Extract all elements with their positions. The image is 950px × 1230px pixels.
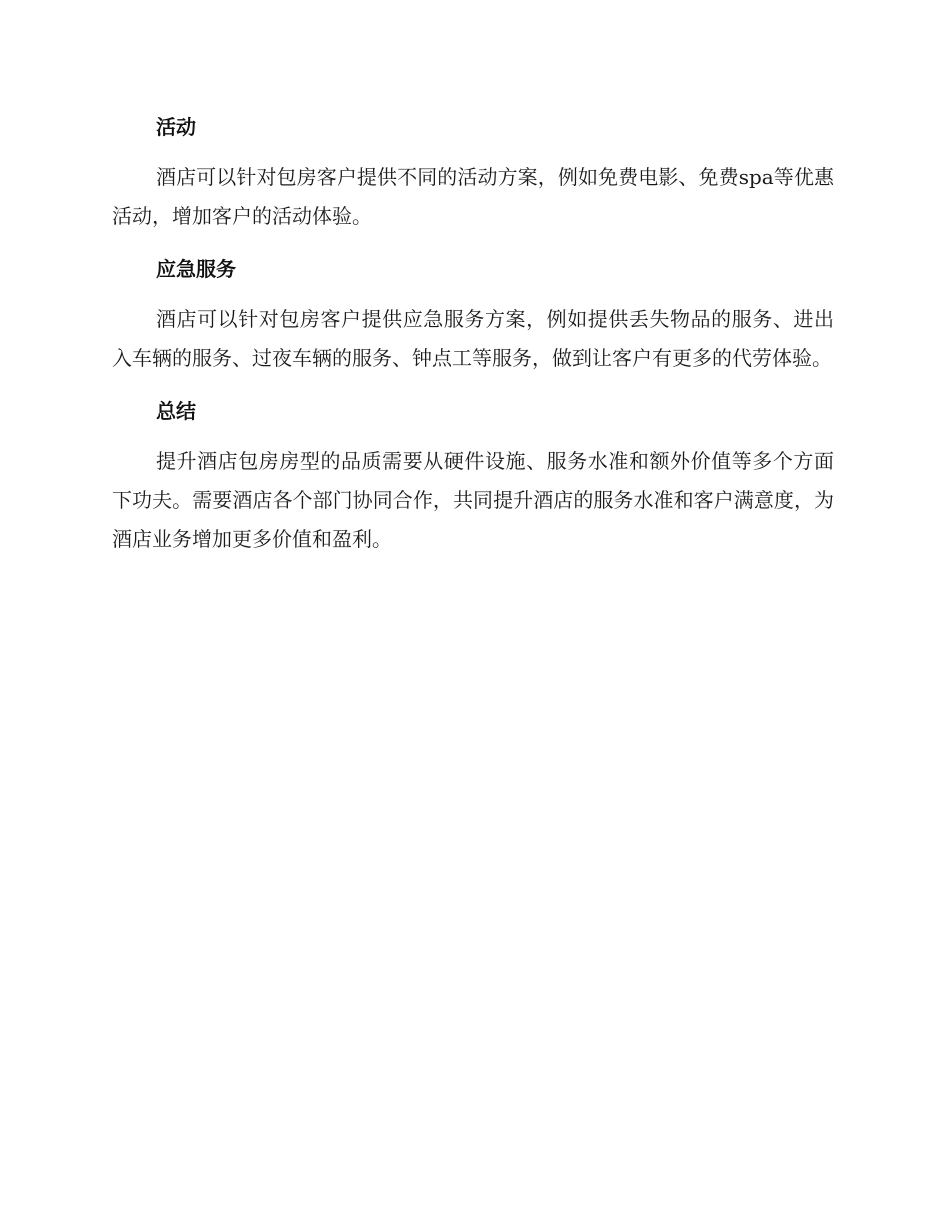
section-summary — [112, 392, 834, 559]
section-heading: 总结 — [156, 399, 196, 423]
section-heading: 活动 — [156, 115, 196, 139]
section-paragraph: 酒店可以针对包房客户提供不同的活动方案，例如免费电影、免费spa等优惠活动，增加客户的活动体验。 — [112, 165, 834, 228]
section-activities — [112, 108, 834, 236]
section-paragraph: 酒店可以针对包房客户提供应急服务方案，例如提供丢失物品的服务、进出入车辆的服务、过夜车辆的服务、钟点工等服务，做到让客户有更多的代劳体验。 — [112, 307, 834, 370]
section-paragraph: 提升酒店包房房型的品质需要从硬件设施、服务水准和额外价值等多个方面下功夫。需要酒店各个部门协同合作，共同提升酒店的服务水准和客户满意度，为酒店业务增加更多价值和盈利。 — [112, 449, 834, 551]
document-content — [112, 108, 834, 573]
section-emergency-service — [112, 250, 834, 378]
section-heading: 应急服务 — [156, 257, 236, 281]
